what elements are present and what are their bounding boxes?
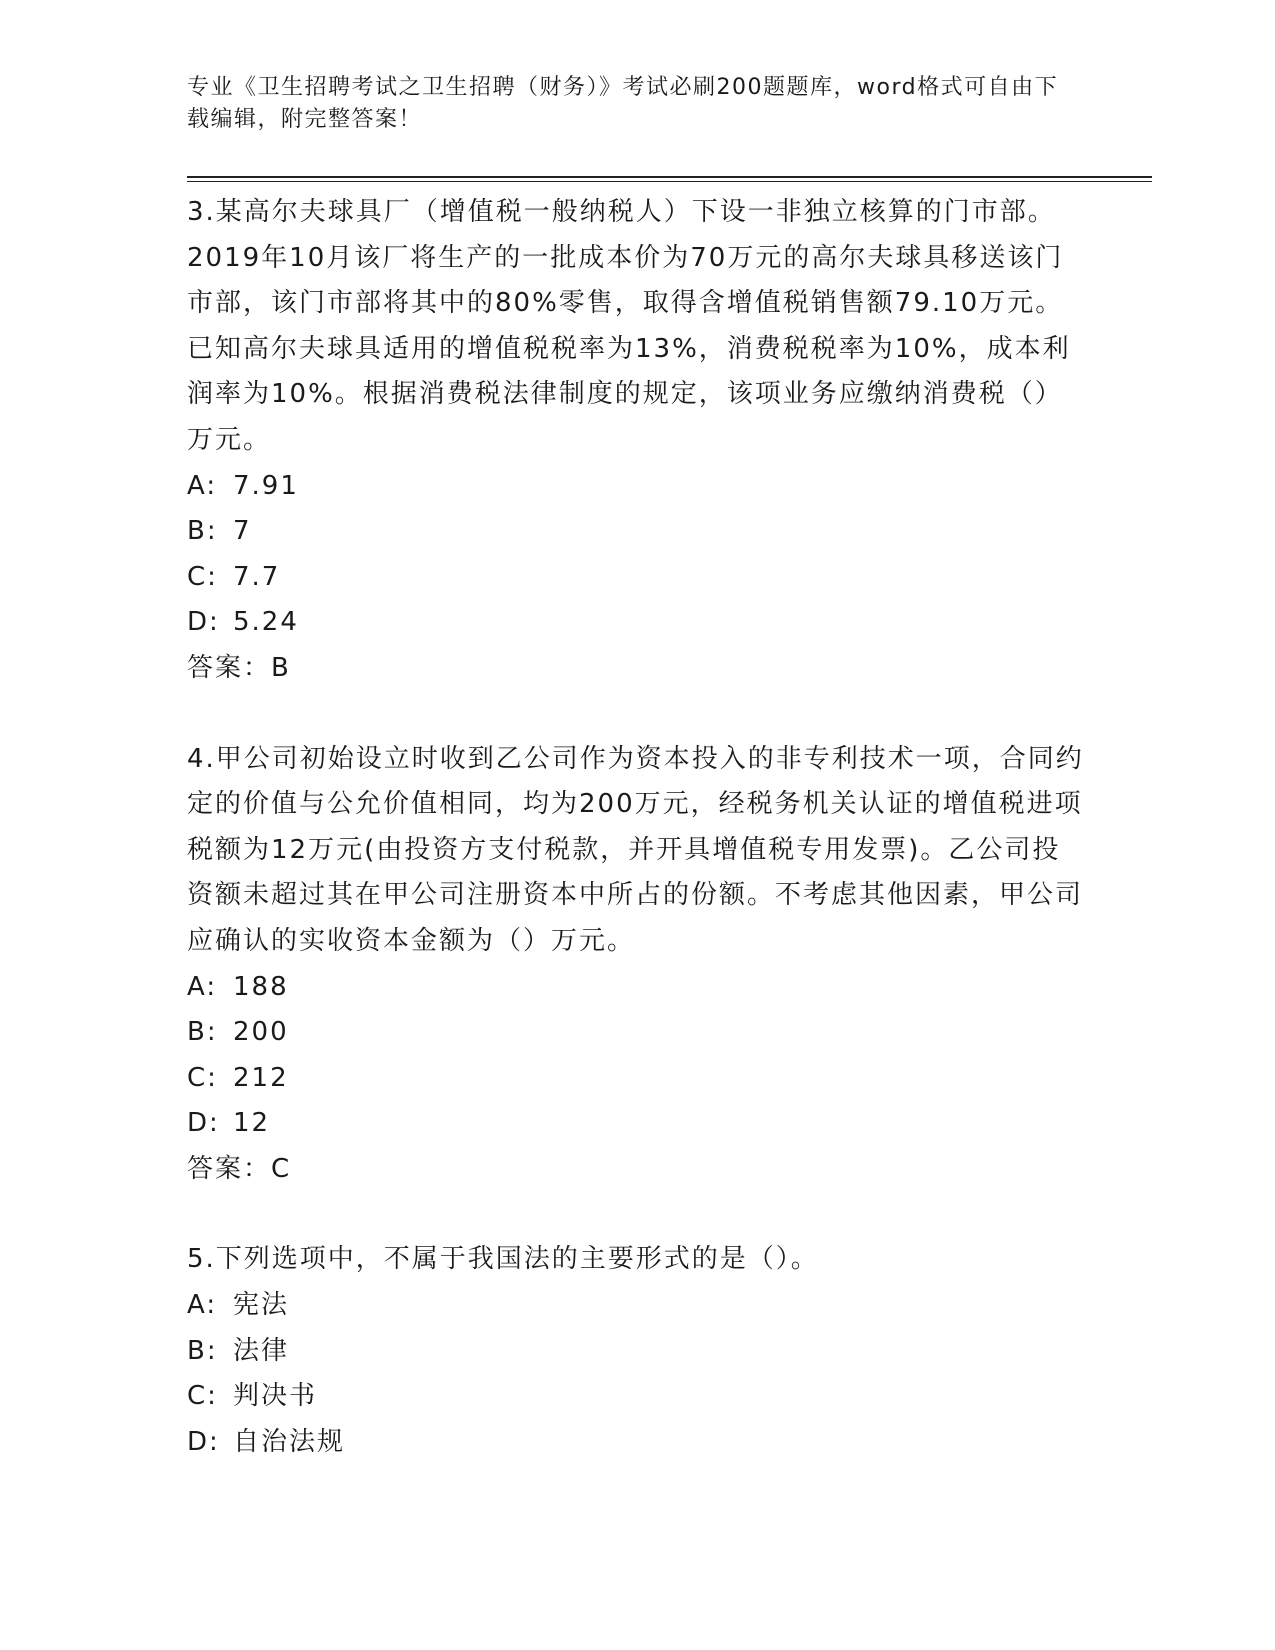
option-d bbox=[187, 600, 1087, 646]
option-d bbox=[187, 1420, 1087, 1466]
spacer bbox=[187, 692, 1087, 737]
question-text: 4.甲公司初始设立时收到乙公司作为资本投入的非专利技术一项，合同约定的价值与公允价值相同，均为200万元，经税务机关认证的增值税进项税额为12万元(由投资方支付税款，并开具增值税专用发票)。乙公司投资额未超过其在甲公司注册资本中所占的份额。不考虑其他因素，甲公司应确认的实收资本金额为（）万元。 bbox=[187, 743, 1084, 956]
option-value: 判决书 bbox=[233, 1381, 318, 1412]
option-c bbox=[187, 555, 1087, 601]
question-list bbox=[187, 190, 1087, 1465]
option-label: A: bbox=[187, 470, 218, 501]
option-b bbox=[187, 509, 1087, 555]
question-item bbox=[187, 1237, 1087, 1465]
option-value: 5.24 bbox=[233, 607, 299, 638]
option-label: C: bbox=[187, 1381, 218, 1412]
option-d bbox=[187, 1101, 1087, 1147]
option-value: 200 bbox=[233, 1017, 289, 1048]
option-a bbox=[187, 464, 1087, 510]
option-label: A: bbox=[187, 1290, 218, 1321]
question-text: 5.下列选项中，不属于我国法的主要形式的是（）。 bbox=[187, 1244, 819, 1275]
option-c bbox=[187, 1056, 1087, 1102]
option-label: D: bbox=[187, 607, 220, 638]
option-value: 7.7 bbox=[233, 561, 281, 592]
option-label: B: bbox=[187, 1017, 218, 1048]
answer-line: 答案：C bbox=[187, 1153, 292, 1184]
option-value: 法律 bbox=[233, 1335, 290, 1366]
option-value: 自治法规 bbox=[233, 1426, 346, 1457]
option-label: A: bbox=[187, 971, 218, 1002]
option-a bbox=[187, 965, 1087, 1011]
option-label: D: bbox=[187, 1108, 220, 1139]
option-c bbox=[187, 1374, 1087, 1420]
question-item bbox=[187, 190, 1087, 692]
option-label: B: bbox=[187, 516, 218, 547]
option-label: C: bbox=[187, 1062, 218, 1093]
option-value: 212 bbox=[233, 1062, 289, 1093]
option-value: 7.91 bbox=[233, 470, 299, 501]
spacer bbox=[187, 1192, 1087, 1237]
question-item bbox=[187, 737, 1087, 1193]
option-value: 188 bbox=[233, 971, 289, 1002]
option-value: 12 bbox=[233, 1108, 271, 1139]
answer-line: 答案：B bbox=[187, 652, 291, 683]
header-rule-thick bbox=[187, 176, 1152, 178]
option-b bbox=[187, 1010, 1087, 1056]
question-text: 3.某高尔夫球具厂（增值税一般纳税人）下设一非独立核算的门市部。2019年10月该厂将生产的一批成本价为70万元的高尔夫球具移送该门市部，该门市部将其中的80%零售，取得含增值税销售额79.10万元。已知高尔夫球具适用的增值税税率为13%，消费税税率为10%，成本利润率为10%。根据消费税法律制度的规定，该项业务应缴纳消费税（）万元。 bbox=[187, 197, 1071, 455]
document-header: 专业《卫生招聘考试之卫生招聘（财务）》考试必刷200题题库，word格式可自由下载编辑，附完整答案！ bbox=[187, 75, 1059, 132]
option-value: 宪法 bbox=[233, 1290, 290, 1321]
option-label: C: bbox=[187, 561, 218, 592]
option-label: D: bbox=[187, 1426, 220, 1457]
option-a bbox=[187, 1283, 1087, 1329]
option-label: B: bbox=[187, 1335, 218, 1366]
option-value: 7 bbox=[233, 516, 252, 547]
header-rule-thin bbox=[187, 181, 1152, 182]
option-b bbox=[187, 1329, 1087, 1375]
